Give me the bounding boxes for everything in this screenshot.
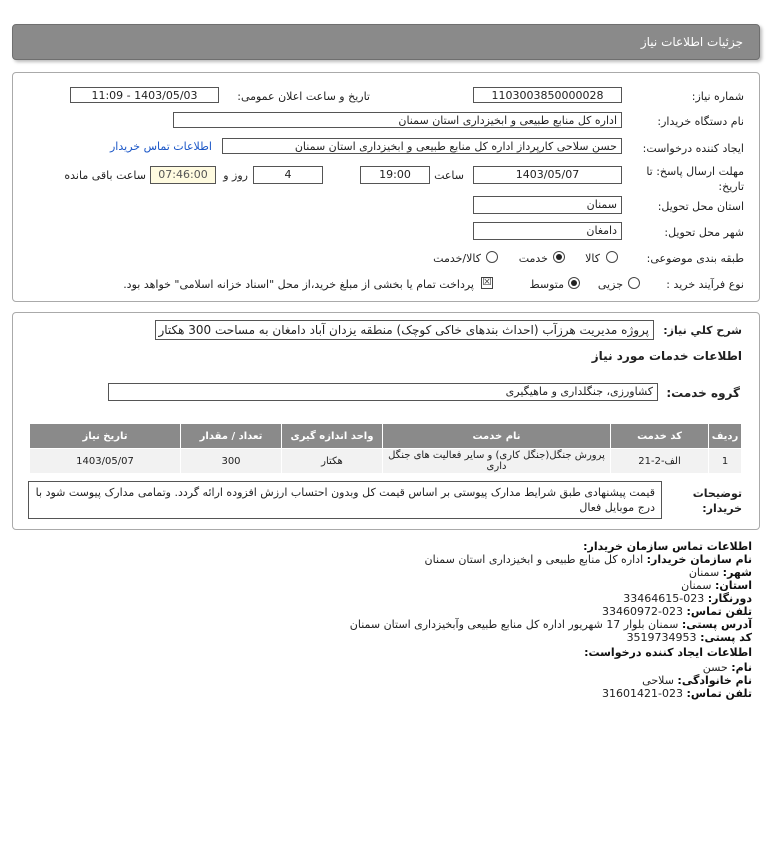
category-goods-label: کالا bbox=[585, 252, 600, 265]
table-header-row bbox=[30, 424, 742, 449]
column-header: کد خدمت bbox=[611, 424, 709, 449]
city-label: شهر محل تحویل: bbox=[664, 226, 744, 239]
process-partial-radio[interactable] bbox=[628, 277, 640, 289]
creator-field[interactable]: حسن سلاحی کارپرداز اداره کل منابع طبیعی و ابخیزداری استان سمنان bbox=[222, 138, 622, 154]
column-header: ردیف bbox=[709, 424, 742, 449]
category-both-label: کالا/خدمت bbox=[433, 252, 481, 265]
service-name-cell: پرورش جنگل(جنگل کاری) و سایر فعالیت های جنگل داری bbox=[383, 449, 611, 474]
services-table bbox=[29, 423, 742, 474]
creator-name-line: نام: حسن bbox=[702, 661, 752, 674]
column-header: نام خدمت bbox=[383, 424, 611, 449]
deadline-date-field[interactable]: 1403/05/07 bbox=[473, 166, 622, 184]
buyer-address-line: آدرس پستی: سمنان بلوار 17 شهریور اداره کل منابع طبیعی وآبخیزداری استان سمنان bbox=[349, 618, 752, 631]
buyer-notes-label: توضیحات خریدار: bbox=[692, 487, 742, 515]
deadline-time-field[interactable]: 19:00 bbox=[360, 166, 430, 184]
service-group-field[interactable]: کشاورزی، جنگلداری و ماهیگیری bbox=[108, 383, 658, 401]
buyer-phone-line: تلفن تماس: 023-33460972 bbox=[602, 605, 752, 618]
unit-cell: هکتار bbox=[282, 449, 383, 474]
buyer-fax-line: دورنگار: 023-33464615 bbox=[623, 592, 752, 605]
category-both-radio[interactable] bbox=[486, 251, 498, 263]
quantity-cell: 300 bbox=[181, 449, 282, 474]
deadline-time-label: ساعت bbox=[434, 169, 464, 182]
need-number-field[interactable]: 1103003850000028 bbox=[473, 87, 622, 103]
days-label: روز و bbox=[223, 169, 248, 182]
page-title: جزئیات اطلاعات نیاز bbox=[640, 35, 743, 49]
buyer-postal-line: کد پستی: 3519734953 bbox=[626, 631, 752, 644]
column-header: تاریخ نیاز bbox=[30, 424, 181, 449]
city-field[interactable]: دامغان bbox=[473, 222, 622, 240]
column-header: واحد اندازه گیری bbox=[282, 424, 383, 449]
remaining-label: ساعت باقی مانده bbox=[64, 169, 146, 182]
service-code-cell: الف-2-21 bbox=[611, 449, 709, 474]
services-section-title: اطلاعات خدمات مورد نیاز bbox=[591, 349, 742, 363]
table-row[interactable] bbox=[30, 449, 742, 474]
process-medium-radio[interactable] bbox=[568, 277, 580, 289]
treasury-note: پرداخت تمام یا بخشی از مبلغ خرید،از محل "اسناد خزانه اسلامی" خواهد بود. bbox=[123, 278, 474, 291]
process-partial-label: جزیی bbox=[597, 278, 623, 291]
need-date-cell: 1403/05/07 bbox=[30, 449, 181, 474]
buyer-org-field[interactable]: اداره کل منابع طبیعی و ابخیزداری استان سمنان bbox=[173, 112, 622, 128]
creator-family-line: نام خانوادگی: سلاحی bbox=[642, 674, 752, 687]
buyer-province-line: استان: سمنان bbox=[681, 579, 752, 592]
need-number-label: شماره نیاز: bbox=[691, 90, 744, 103]
buyer-contact-title: اطلاعات تماس سازمان خریدار: bbox=[583, 540, 752, 553]
description-field[interactable]: پروژه مدیریت هرزآب (احداث بندهای خاکی کوچک) منطقه یزدان آباد دامغان به مساحت 300 هکتار bbox=[155, 320, 654, 340]
category-goods-radio[interactable] bbox=[606, 251, 618, 263]
buyer-notes-box: قیمت پیشنهادی طبق شرایط مدارک پیوستی بر اساس قیمت کل وبدون احتساب ارزش افزوده ارائه گردد. وتمامی مدارک پیوست شود با درج موبایل فعال bbox=[28, 481, 662, 519]
category-label: طبقه بندی موضوعی: bbox=[646, 252, 744, 265]
announce-label: تاریخ و ساعت اعلان عمومی: bbox=[237, 90, 370, 103]
service-group-label: گروه خدمت: bbox=[666, 386, 740, 400]
creator-contact-title: اطلاعات ایجاد کننده درخواست: bbox=[584, 646, 752, 659]
treasury-checkbox[interactable]: ☒ bbox=[482, 277, 492, 288]
announce-field[interactable]: 1403/05/03 - 11:09 bbox=[70, 87, 219, 103]
deadline-label: مهلت ارسال پاسخ: تا تاریخ: bbox=[646, 165, 744, 193]
buyer-city-line: شهر: سمنان bbox=[688, 566, 752, 579]
page-header bbox=[12, 24, 760, 60]
creator-phone-line: تلفن تماس: 023-31601421 bbox=[602, 687, 752, 700]
remaining-time-field: 07:46:00 bbox=[150, 166, 216, 184]
column-header: تعداد / مقدار bbox=[181, 424, 282, 449]
buyer-org-label: نام دستگاه خریدار: bbox=[657, 115, 744, 128]
process-medium-label: متوسط bbox=[529, 278, 564, 291]
buyer-org-line: نام سازمان خریدار: اداره کل منابع طبیعی و ابخیزداری استان سمنان bbox=[424, 553, 752, 566]
buyer-contact-link[interactable]: اطلاعات تماس خریدار bbox=[110, 140, 212, 153]
creator-label: ایجاد کننده درخواست: bbox=[642, 142, 744, 155]
province-label: استان محل تحویل: bbox=[657, 200, 744, 213]
category-service-label: خدمت bbox=[518, 252, 548, 265]
province-field[interactable]: سمنان bbox=[473, 196, 622, 214]
category-service-radio[interactable] bbox=[553, 251, 565, 263]
row-index-cell: 1 bbox=[709, 449, 742, 474]
process-label: نوع فرآیند خرید : bbox=[666, 278, 744, 291]
description-label: شرح کلي نياز: bbox=[663, 324, 742, 337]
days-field[interactable]: 4 bbox=[253, 166, 323, 184]
